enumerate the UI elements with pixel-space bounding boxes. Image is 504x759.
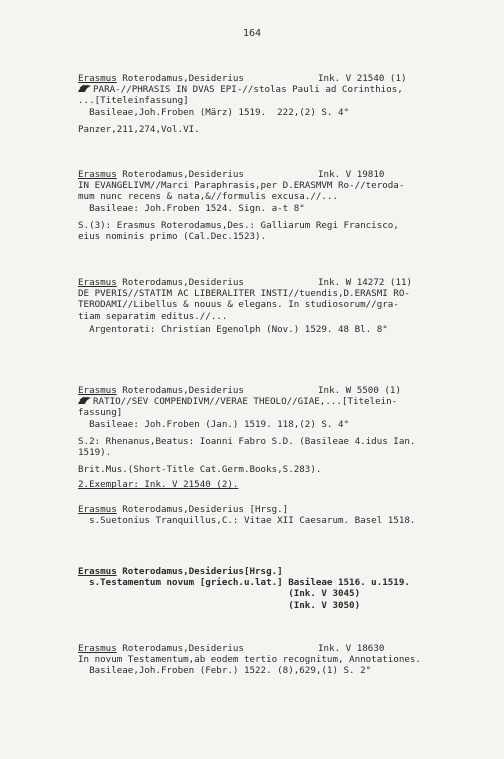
catalog-entry [78,385,478,491]
catalog-entry [78,643,478,677]
entry-heading [78,643,478,654]
entry-line: PARA-//PHRASIS IN DVAS EPI-//stolas Pauli ad Corinthios, [78,84,478,95]
shelfmark: Ink. V 18630 [318,643,385,654]
entry-line: RATIO//SEV COMPENDIVM//VERAE THEOLO//GIAE,...[Titelein- [78,396,478,407]
heading-rest: Roterodamus,Desiderius[Hrsg.] [116,566,283,577]
shelfmark: Ink. W 14272 (11) [318,277,413,288]
entry-heading [78,504,478,515]
heading-rest: Roterodamus,Desiderius [116,169,244,180]
entry-heading [78,277,478,288]
catalog-entry [78,566,478,611]
entry-heading [78,566,478,577]
heading-surname: Erasmus [78,169,117,180]
heading-rest: Roterodamus,Desiderius [116,73,244,84]
entry-heading [78,73,478,84]
catalog-entry [78,504,478,526]
heading-surname: Erasmus [78,643,117,654]
entry-line: Basileae,Joh.Froben (März) 1519. 222,(2) S. 4° [78,106,350,118]
heading-rest: Roterodamus,Desiderius [116,385,244,396]
heading-surname: Erasmus [78,385,117,396]
entry-line: mum nunc recens & nata,&//formulis excusa.//... [78,191,338,203]
entry-line: Basileae,Joh.Froben (Febr.) 1522. (8),629,(1) S. 2° [78,665,372,677]
entry-line: 1519). [78,447,112,459]
entry-line: Argentorati: Christian Egenolph (Nov.) 1529. 48 Bl. 8° [78,323,388,335]
heading-surname: Erasmus [78,73,117,84]
heading-rest: Roterodamus,Desiderius [Hrsg.] [116,504,289,515]
entry-heading [78,169,478,180]
heading-rest: Roterodamus,Desiderius [116,643,244,654]
entry-line: tiam separatim editus.//... [78,310,228,322]
entry-line: (Ink. V 3050) [78,599,361,611]
heading-surname: Erasmus [78,566,117,577]
shelfmark: Ink. V 19810 [318,169,385,180]
catalog-entry [78,277,478,335]
heading-surname: Erasmus [78,277,117,288]
page-number: 164 [242,28,262,39]
catalog-entry [78,73,478,135]
heading-surname: Erasmus [78,504,117,515]
entry-line: IN EVANGELIVM//Marci Paraphrasis,per D.ERASMVM Ro-//teroda- [78,180,405,192]
shelfmark: Ink. V 21540 (1) [318,73,407,84]
entry-heading [78,385,478,396]
catalog-entry [78,169,478,242]
fleuron-icon [78,84,92,93]
fleuron-icon [78,396,92,405]
entry-line: DE PVERIS//STATIM AC LIBERALITER INSTI//tuendis,D.ERASMI RO- [78,288,410,300]
shelfmark: Ink. W 5500 (1) [318,385,401,396]
entry-line: s.Testamentum novum [griech.u.lat.] Basileae 1516. u.1519. [78,577,410,589]
entry-line: In novum Testamentum,ab eodem tertio recognitum, Annotationes. [78,654,421,666]
heading-rest: Roterodamus,Desiderius [116,277,244,288]
entry-line: S.(3): Erasmus Roterodamus,Des.: Galliarum Regi Francisco, [78,219,399,231]
entry-line: ...[Titeleinfassung] [78,95,189,107]
entry-line: Brit.Mus.(Short-Title Cat.Germ.Books,S.283). [78,464,322,476]
entry-line: Basileae: Joh.Froben 1524. Sign. a-t 8° [78,202,305,214]
entry-line: Panzer,211,274,Vol.VI. [78,123,200,135]
entry-line: fassung] [78,407,123,419]
entry-line: TERODAMI//Libellus & nouus & elegans. In studiosorum//gra- [78,299,399,311]
entry-line: (Ink. V 3045) [78,588,361,600]
entry-line: s.Suetonius Tranquillus,C.: Vitae XII Caesarum. Basel 1518. [78,515,416,527]
entry-line: S.2: Rhenanus,Beatus: Ioanni Fabro S.D. (Basileae 4.idus Ian. [78,435,416,447]
entry-line: eius nominis primo (Cal.Dec.1523). [78,231,267,243]
entry-line: 2.Exemplar: Ink. V 21540 (2). [78,479,239,491]
entry-line: Basileae: Joh.Froben (Jan.) 1519. 118,(2) S. 4° [78,418,350,430]
